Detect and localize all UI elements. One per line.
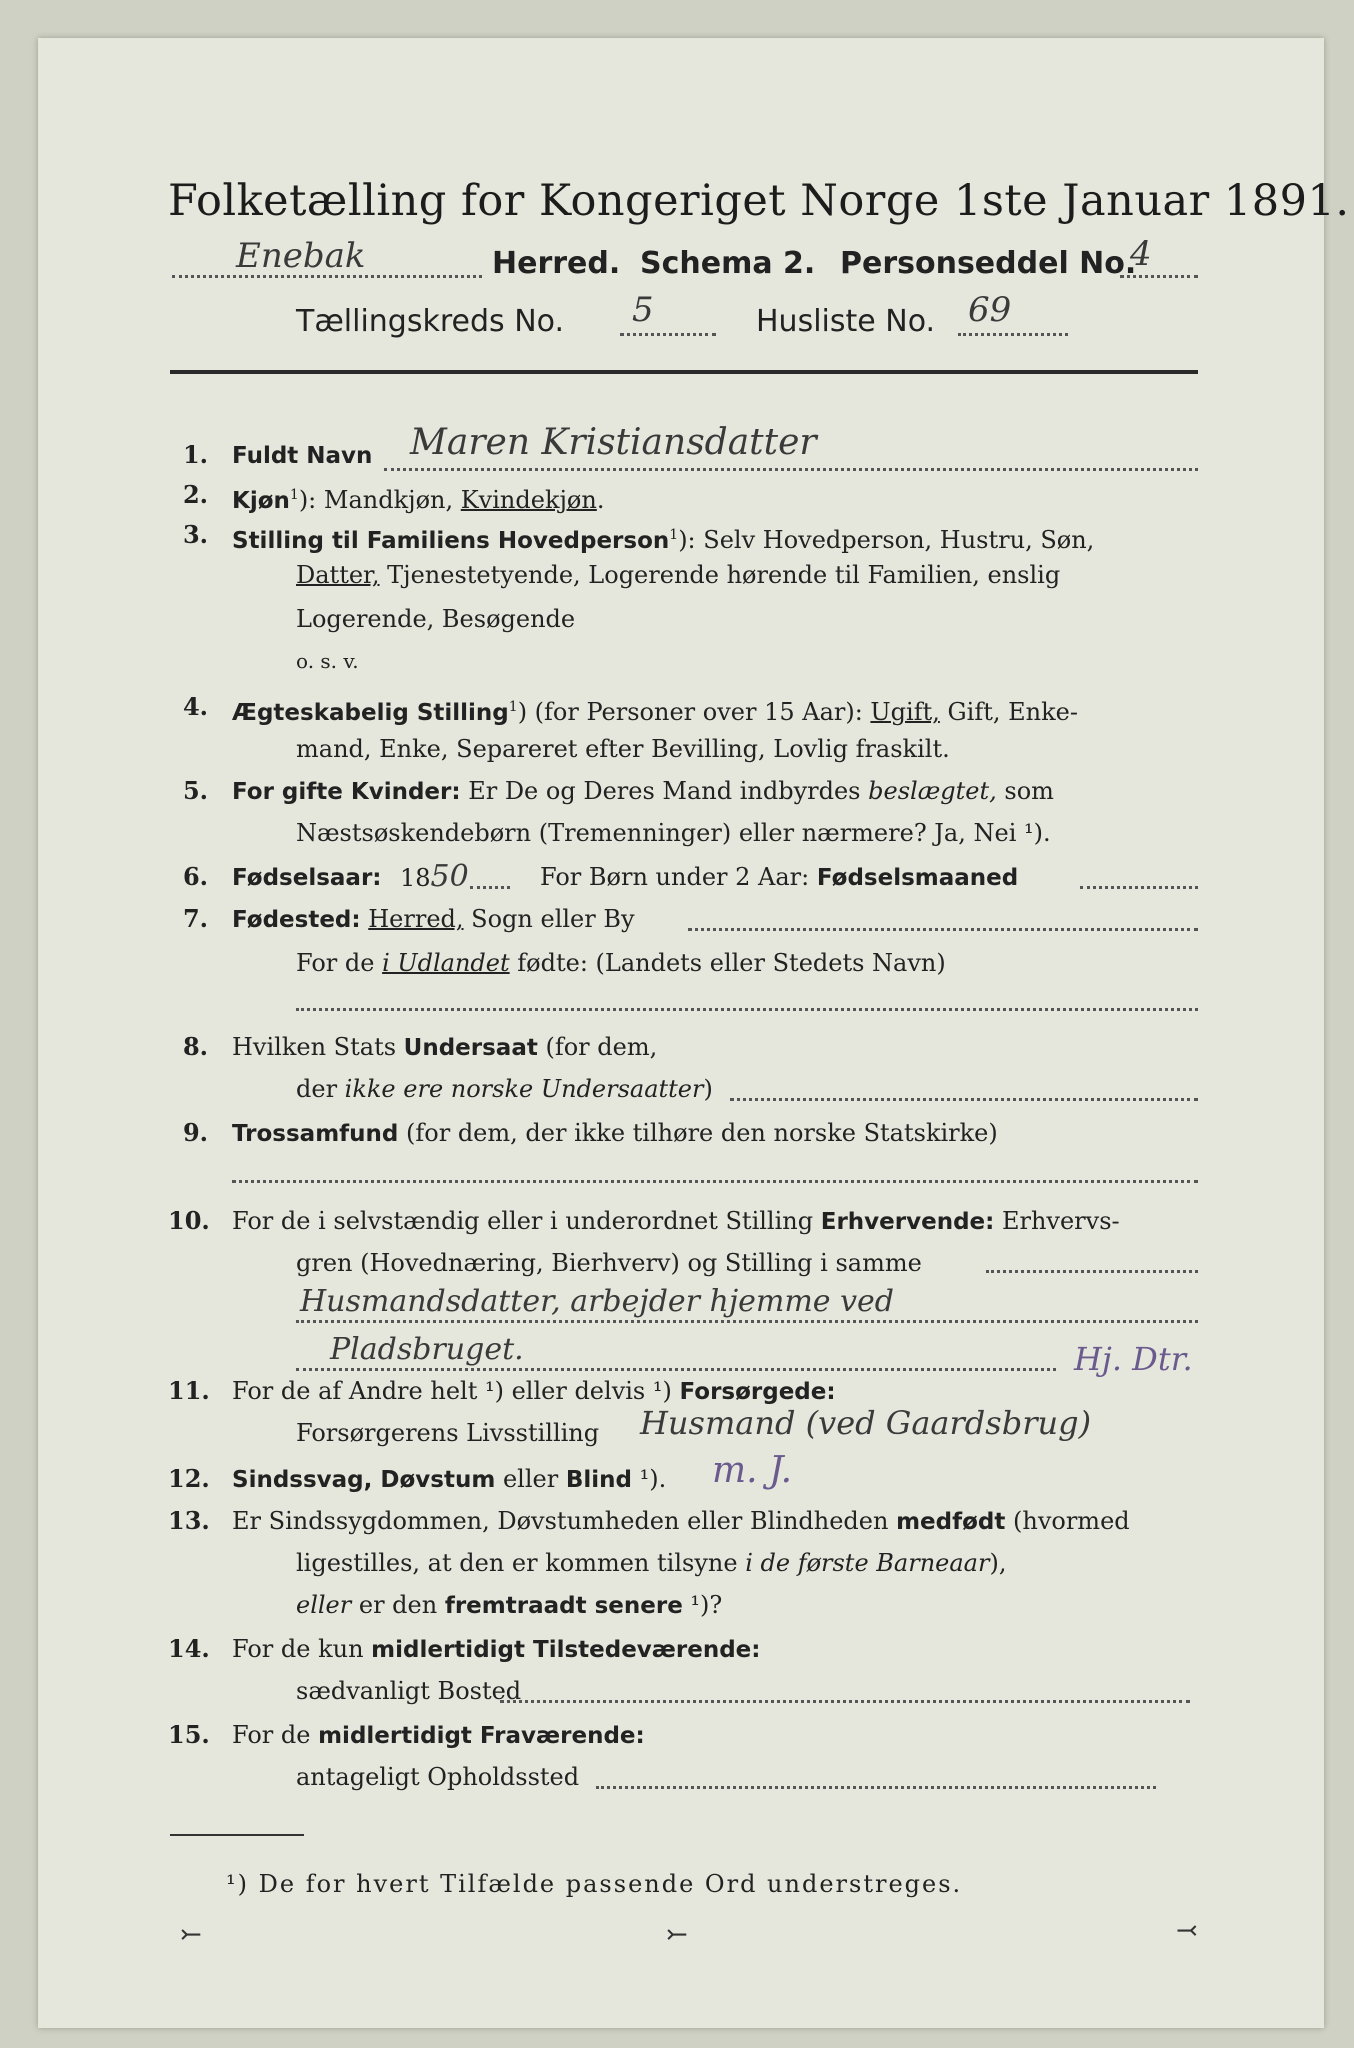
q13-line2: ligestilles, at den er kommen tilsyne i de første Barneaar),: [296, 1549, 1007, 1577]
q10-occupation-value-1: Husmandsdatter, arbejder hjemme ved: [300, 1284, 894, 1319]
q10-annotation-value: Hj. Dtr.: [1074, 1340, 1193, 1378]
q3-line2: Datter, Tjenestetyende, Logerende hørende til Familien, enslig: [296, 561, 1061, 589]
q6-year: 1850: [400, 859, 469, 894]
q10-line1: For de i selvstændig eller i underordnet Stilling Erhvervende: Erhvervs-: [232, 1207, 1120, 1235]
q8-line2: der ikke ere norske Undersaatter): [296, 1075, 713, 1103]
q4-number: 4.: [182, 692, 208, 721]
q11-number: 11.: [168, 1376, 210, 1405]
herred-label: Herred.: [492, 246, 621, 281]
q6-children: For Børn under 2 Aar: Fødselsmaaned: [540, 863, 1019, 891]
q4-line2: mand, Enke, Separeret efter Bevilling, Lovlig fraskilt.: [296, 735, 950, 763]
q6-year-line: [470, 886, 510, 889]
kreds-value: 5: [632, 290, 654, 330]
q10-field-line-2: [296, 1368, 1056, 1371]
registration-mark-icon: ⤚: [666, 1920, 688, 1950]
husliste-field-line: [958, 333, 1068, 336]
q6-month-line: [1080, 886, 1198, 889]
q9-number: 9.: [182, 1118, 208, 1147]
q7-foreign-line: [296, 1008, 1198, 1011]
q15-number: 15.: [168, 1720, 210, 1749]
q7-birthplace-line: [688, 928, 1198, 931]
q1-label: Fuldt Navn: [232, 443, 373, 469]
footnote-rule: [170, 1834, 304, 1836]
q6-label: Fødselsaar:: [232, 865, 382, 891]
q13-line1: Er Sindssygdommen, Døvstumheden eller Blindheden medfødt (hvormed: [232, 1507, 1130, 1535]
q5-line1: For gifte Kvinder: Er De og Deres Mand indbyrdes beslægtet, som: [232, 777, 1054, 805]
kreds-field-line: [620, 333, 716, 336]
q5-line2: Næstsøskendebørn (Tremenninger) eller nærmere? Ja, Nei ¹).: [296, 819, 1051, 847]
form-title: Folketælling for Kongeriget Norge 1ste Januar 1891.: [168, 176, 1350, 226]
q3-line4: o. s. v.: [296, 649, 359, 673]
q15-field-line: [596, 1786, 1156, 1789]
q12-value: m. J.: [712, 1450, 793, 1491]
q13-line3: eller er den fremtraadt senere ¹)?: [296, 1591, 723, 1619]
q10-number: 10.: [168, 1206, 210, 1235]
q9-field-line: [232, 1180, 1198, 1183]
q14-field-line: [500, 1700, 1190, 1703]
q3-line1: Stilling til Familiens Hovedperson$^1$): Selv Hovedperson, Hustru, Søn,: [232, 526, 1095, 554]
q6-number: 6.: [182, 862, 208, 891]
schema-label: Schema 2.: [640, 246, 816, 281]
q2-number: 2.: [182, 480, 208, 509]
q5-number: 5.: [182, 776, 208, 805]
herred-value: Enebak: [236, 236, 366, 276]
q8-field-line: [730, 1098, 1198, 1101]
q12-number: 12.: [168, 1464, 210, 1493]
q1-name-value: Maren Kristiansdatter: [410, 422, 817, 463]
q8-number: 8.: [182, 1032, 208, 1061]
q8-line1: Hvilken Stats Undersaat (for dem,: [232, 1033, 658, 1061]
q3-number: 3.: [182, 520, 208, 549]
registration-mark-icon: ⤙: [1176, 1916, 1198, 1946]
q10-field-line-1: [296, 1320, 1198, 1323]
q3-line3: Logerende, Besøgende: [296, 605, 576, 633]
q9-line1: Trossamfund (for dem, der ikke tilhøre den norske Statskirke): [232, 1119, 998, 1147]
q11-line1: For de af Andre helt ¹) eller delvis ¹) Forsørgede:: [232, 1377, 836, 1405]
q14-line2: sædvanligt Bosted: [296, 1677, 522, 1705]
q15-line1: For de midlertidigt Fraværende:: [232, 1721, 645, 1749]
registration-mark-icon: ⤚: [180, 1920, 202, 1950]
header-rule: [170, 370, 1198, 374]
q11-line2: Forsørgerens Livsstilling: [296, 1419, 600, 1447]
q2-text: Kjøn$^1$): Mandkjøn, Kvindekjøn.: [232, 486, 605, 514]
husliste-value: 69: [968, 290, 1012, 330]
q14-number: 14.: [168, 1634, 210, 1663]
q11-provider-value: Husmand (ved Gaardsbrug): [640, 1404, 1092, 1442]
q10-line2-dots: [986, 1270, 1198, 1273]
q7-line2: For de i Udlandet fødte: (Landets eller Stedets Navn): [296, 949, 946, 977]
q15-line2: antageligt Opholdssted: [296, 1763, 580, 1791]
q12-line1: Sindssvag, Døvstum eller Blind ¹).: [232, 1465, 667, 1493]
kreds-label: Tællingskreds No.: [296, 304, 564, 339]
q4-line1: Ægteskabelig Stilling$^1$) (for Personer over 15 Aar): Ugift, Gift, Enke-: [232, 698, 1078, 726]
q7-number: 7.: [182, 904, 208, 933]
q14-line1: For de kun midlertidigt Tilstedeværende:: [232, 1635, 761, 1663]
q7-line1: Fødested: Herred, Sogn eller By: [232, 905, 635, 933]
q1-number: 1.: [182, 440, 208, 469]
q13-number: 13.: [168, 1506, 210, 1535]
q1-field-line: [384, 468, 1198, 471]
q10-occupation-value-2: Pladsbruget.: [330, 1332, 524, 1367]
census-form-page: [38, 38, 1324, 2028]
personseddel-value: 4: [1130, 234, 1152, 274]
personseddel-field-line: [1120, 275, 1198, 278]
q10-line2: gren (Hovednæring, Bierhverv) og Stilling i samme: [296, 1249, 922, 1277]
husliste-label: Husliste No.: [756, 304, 936, 339]
personseddel-label: Personseddel No.: [840, 246, 1137, 281]
footnote: ¹) De for hvert Tilfælde passende Ord understreges.: [226, 1870, 963, 1898]
